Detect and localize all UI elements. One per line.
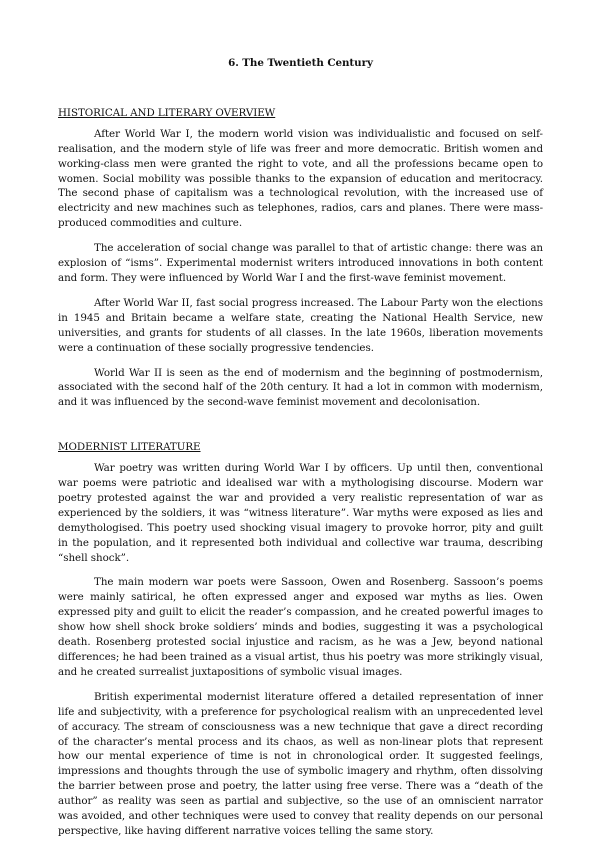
section-heading: MODERNIST LITERATURE bbox=[58, 441, 201, 454]
paragraph: After World War II, fast social progress increased. The Labour Party won the elections in 1945 and Britain became a welfare state, creating the National Health Service, new universities, and grants for students of all classes. In the late 1960s, liberation movements were a continuation of these socially progressive tendencies. bbox=[58, 296, 543, 354]
paragraph: War poetry was written during World War I by officers. Up until then, conventional war poems were patriotic and idealised war with a mythologising discourse. Modern war poetry protested against the war and provided a very realistic representation of war as experienced by the soldiers, it was “witness literature”. War myths were exposed as lies and demythologised. This poetry used shocking visual imagery to provoke horror, pity and guilt in the population, and it represented both individual and collective war trauma, describing “shell shock”. bbox=[58, 462, 543, 564]
paragraph: World War II is seen as the end of modernism and the beginning of postmodernism, associated with the second half of the 20th century. It had a lot in common with modernism, and it was influenced by the second-wave feminist movement and decolonisation. bbox=[58, 366, 543, 409]
section-modernist-literature bbox=[58, 440, 543, 839]
paragraph: British experimental modernist literature offered a detailed representation of inner life and subjectivity, with a preference for psychological realism with an unprecedented level of accuracy. The stream of consciousness was a new technique that gave a direct recording of the character’s mental process and its chaos, as well as non-linear plots that represent how our mental experience of time is not in chronological order. It suggested feelings, impressions and thoughts through the use of symbolic imagery and rhythm, often dissolving the barrier between prose and poetry, the latter using free verse. There was a “death of the author” as reality was seen as partial and subjective, so the use of an omniscient narrator was avoided, and other techniques were used to convey that reality depends on our personal perspective, like having different narrative voices telling the same story. bbox=[58, 690, 543, 837]
paragraph: The main modern war poets were Sassoon, Owen and Rosenberg. Sassoon’s poems were mainly satirical, he often expressed anger and exposed war myths as lies. Owen expressed pity and guilt to elicit the reader’s compassion, and he created powerful images to show how shell shock broke soldiers’ minds and bodies, suggesting it was a psychological death. Rosenberg protested social injustice and racism, as he was a Jew, beyond national differences; he had been trained as a visual artist, thus his poetry was more strikingly visual, and he created surrealist juxtapositions of symbolic visual images. bbox=[58, 576, 543, 678]
section-heading: HISTORICAL AND LITERARY OVERVIEW bbox=[58, 106, 276, 119]
section-historical-overview bbox=[58, 106, 543, 410]
chapter-title: 6. The Twentieth Century bbox=[228, 57, 373, 69]
document-page bbox=[58, 56, 543, 849]
paragraph: The acceleration of social change was parallel to that of artistic change: there was an explosion of “isms”. Experimental modernist writers introduced innovations in both content and form. They were influenced by World War I and the first-wave feminist movement. bbox=[58, 242, 543, 284]
paragraph: After World War I, the modern world vision was individualistic and focused on self-realisation, and the modern style of life was freer and more democratic. British women and working-class men were granted the right to vote, and all the professions became open to women. Social mobility was possible thanks to the expansion of education and meritocracy. The second phase of capitalism was a technological revolution, with the increased use of electricity and new machines such as telephones, radios, cars and planes. There were mass-produced commodities and culture. bbox=[58, 127, 543, 230]
